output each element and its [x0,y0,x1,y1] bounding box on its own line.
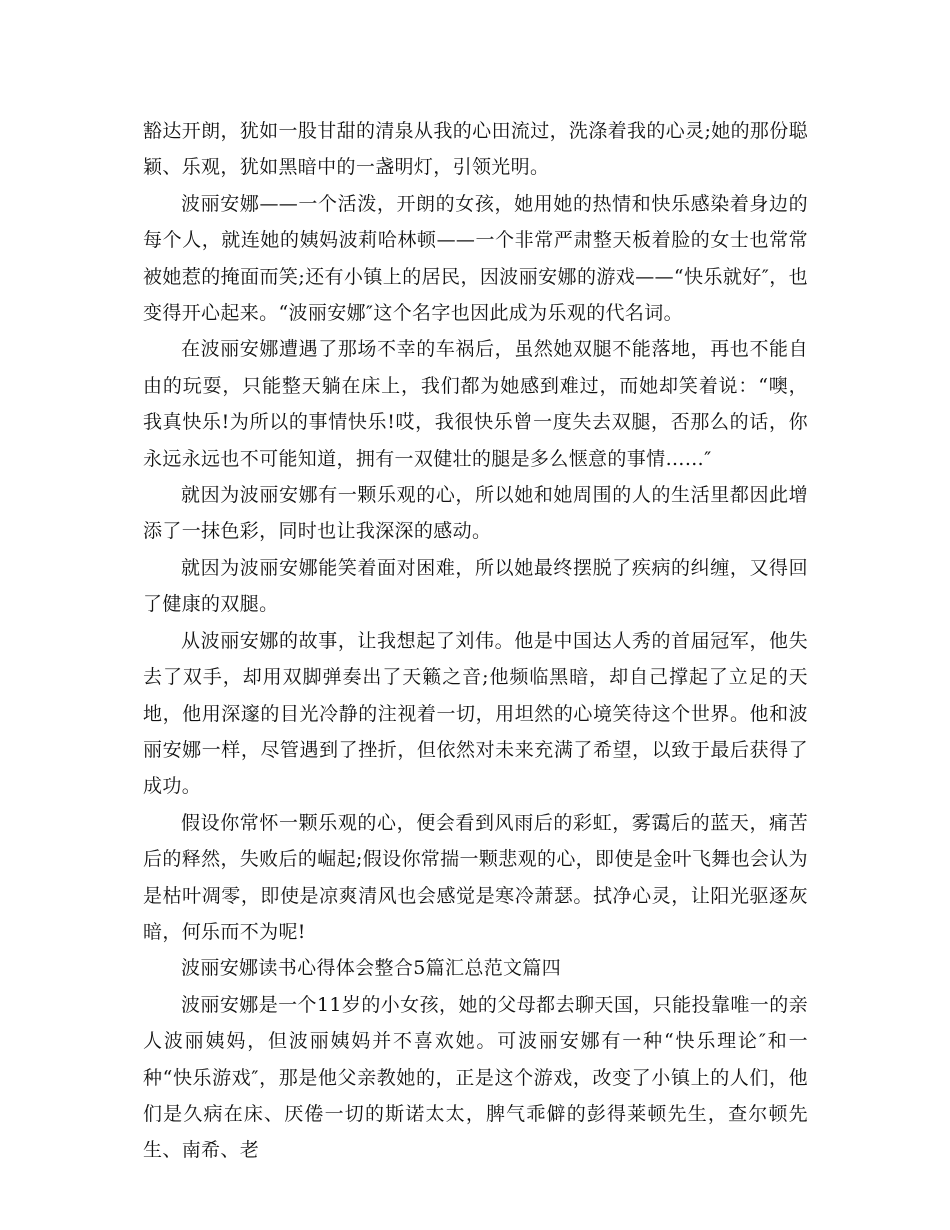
paragraph-continued: 豁达开朗，犹如一股甘甜的清泉从我的心田流过，洗涤着我的心灵;她的那份聪颖、乐观，犹如黑暗中的一盏明灯，引领光明。 [143,120,808,179]
paragraph: 波丽安娜是一个11岁的小女孩，她的父母都去聊天国，只能投靠唯一的亲人波丽姨妈，但波丽姨妈并不喜欢她。可波丽安娜有一种“快乐理论″和一种“快乐游戏″，那是他父亲教她的，正是这个游戏，改变了小镇上的人们，他们是久病在床、厌倦一切的斯诺太太，脾气乖僻的彭得莱顿先生，查尔顿先生、南希、老 [143,993,808,1162]
paragraph: 就因为波丽安娜能笑着面对困难，所以她最终摆脱了疾病的纠缠，又得回了健康的双腿。 [143,556,808,616]
paragraph: 波丽安娜——一个活泼，开朗的女孩，她用她的热情和快乐感染着身边的每个人，就连她的姨妈波莉哈林顿——一个非常严肃整天板着脸的女士也常常被她惹的掩面而笑;还有小镇上的居民，因波丽安娜的游戏——“快乐就好″，也变得开心起来。“波丽安娜″这个名字也因此成为乐观的代名词。 [143,192,808,325]
paragraph: 从波丽安娜的故事，让我想起了刘伟。他是中国达人秀的首届冠军，他失去了双手，却用双脚弹奏出了天籁之音;他频临黑暗，却自己撑起了立足的天地，他用深邃的目光冷静的注视着一切，用坦然的心境笑待这个世界。他和波丽安娜一样，尽管遇到了挫折，但依然对未来充满了希望，以致于最后获得了成功。 [143,629,808,798]
section-heading: 波丽安娜读书心得体会整合5篇汇总范文篇四 [181,957,562,980]
paragraph: 就因为波丽安娜有一颗乐观的心，所以她和她周围的人的生活里都因此增添了一抹色彩，同时也让我深深的感动。 [143,484,808,543]
paragraph: 在波丽安娜遭遇了那场不幸的车祸后，虽然她双腿不能落地，再也不能自由的玩耍，只能整天躺在床上，我们都为她感到难过，而她却笑着说：“噢，我真快乐!为所以的事情快乐!哎，我很快乐曾一度失去双腿，否那么的话，你永远永远也不可能知道，拥有一双健壮的腿是多么惬意的事情……″ [143,338,808,470]
document-page [143,113,808,1169]
paragraph: 假设你常怀一颗乐观的心，便会看到风雨后的彩虹，雾霭后的蓝天，痛苦后的释然，失败后的崛起;假设你常揣一颗悲观的心，即使是金叶飞舞也会认为是枯叶凋零，即使是凉爽清风也会感觉是寒冷萧瑟。拭净心灵，让阳光驱逐灰暗，何乐而不为呢! [143,811,808,943]
